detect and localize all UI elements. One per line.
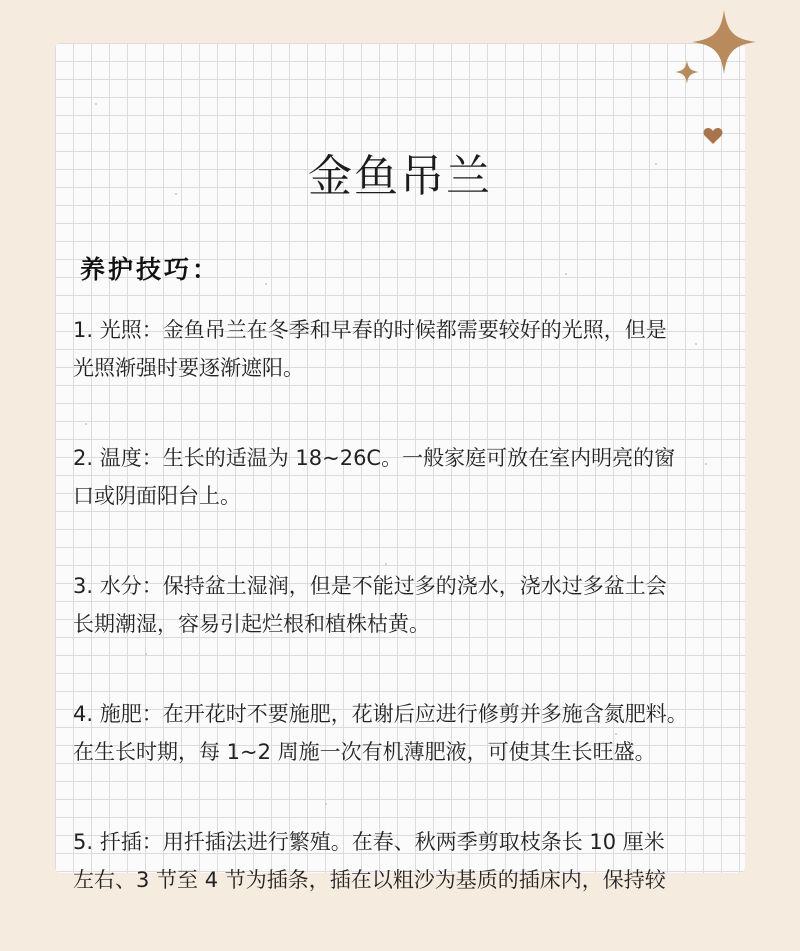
item-line: 4. 施肥：在开花时不要施肥，花谢后应进行修剪并多施含氮肥料。 [73,702,688,726]
item-line: 3. 水分：保持盆土湿润，但是不能过多的浇水，浇水过多盆土会 [73,574,667,598]
list-item [73,439,741,515]
item-line: 5. 扦插：用扦插法进行繁殖。在春、秋两季剪取枝条长 10 厘米 [73,830,665,854]
care-tips-list [73,311,741,951]
list-item [73,823,741,899]
sparkle-small-icon [675,60,699,84]
item-line: 左右、3 节至 4 节为插条，插在以粗沙为基质的插床内，保持较 [73,868,666,892]
list-item [73,695,741,771]
page-title: 金鱼吊兰 [308,151,492,202]
item-line: 光照渐强时要逐渐遮阳。 [73,356,304,380]
item-line: 口或阴面阳台上。 [73,484,241,508]
sparkle-large-icon [692,10,756,74]
section-heading: 养护技巧： [80,255,221,284]
item-line: 2. 温度：生长的适温为 18~26C。一般家庭可放在室内明亮的窗 [73,446,676,470]
item-line: 在生长时期，每 1~2 周施一次有机薄肥液，可使其生长旺盛。 [73,740,656,764]
item-line: 长期潮湿，容易引起烂根和植株枯黄。 [73,612,430,636]
list-item [73,311,741,387]
list-item [73,567,741,643]
item-line: 1. 光照：金鱼吊兰在冬季和早春的时候都需要较好的光照，但是 [73,318,667,342]
